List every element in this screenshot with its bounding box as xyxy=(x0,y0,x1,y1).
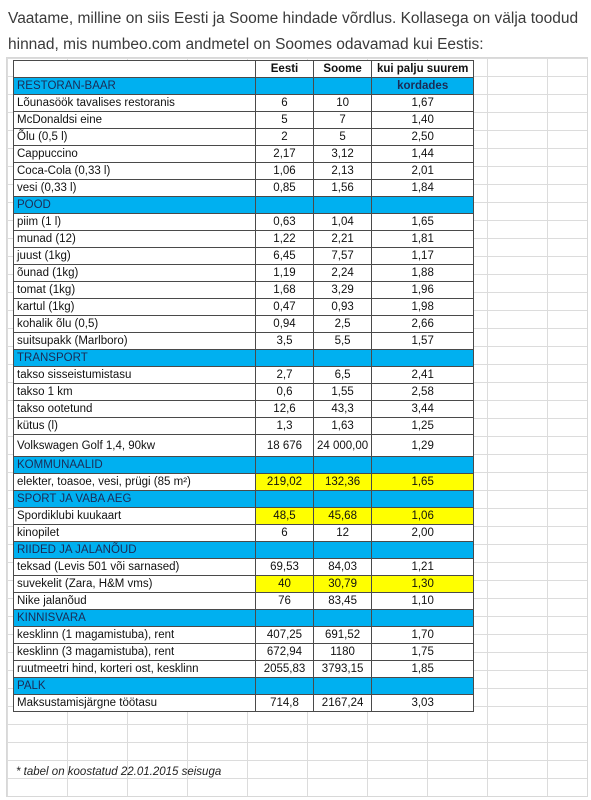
header-ratio-sub: kordades xyxy=(372,78,474,95)
price-ratio: 1,67 xyxy=(372,95,474,112)
category-row xyxy=(14,197,474,214)
price-eesti: 18 676 xyxy=(256,435,314,457)
category-row xyxy=(14,78,474,95)
category-cell-empty xyxy=(314,491,372,508)
price-ratio: 2,01 xyxy=(372,163,474,180)
category-cell-empty xyxy=(256,457,314,474)
price-soome: 12 xyxy=(314,525,372,542)
price-eesti: 0,63 xyxy=(256,214,314,231)
price-soome: 30,79 xyxy=(314,576,372,593)
price-eesti: 1,06 xyxy=(256,163,314,180)
category-cell-empty xyxy=(314,457,372,474)
table-row xyxy=(14,231,474,248)
category-cell-empty xyxy=(372,542,474,559)
price-soome: 7,57 xyxy=(314,248,372,265)
table-row xyxy=(14,525,474,542)
header-item xyxy=(14,61,256,78)
table-header-row xyxy=(14,61,474,78)
price-soome: 2,24 xyxy=(314,265,372,282)
item-name: õunad (1kg) xyxy=(14,265,256,282)
item-name: takso ootetund xyxy=(14,401,256,418)
footnote: * tabel on koostatud 22.01.2015 seisuga xyxy=(16,766,222,778)
price-soome: 3793,15 xyxy=(314,661,372,678)
table-row xyxy=(14,299,474,316)
price-eesti: 12,6 xyxy=(256,401,314,418)
price-soome: 5,5 xyxy=(314,333,372,350)
category-cell-empty xyxy=(256,350,314,367)
item-name: suvekelit (Zara, H&M vms) xyxy=(14,576,256,593)
category-cell-empty xyxy=(314,542,372,559)
price-eesti: 1,19 xyxy=(256,265,314,282)
table-row xyxy=(14,593,474,610)
price-ratio: 1,17 xyxy=(372,248,474,265)
price-soome: 43,3 xyxy=(314,401,372,418)
price-eesti: 219,02 xyxy=(256,474,314,491)
table-row xyxy=(14,146,474,163)
item-name: juust (1kg) xyxy=(14,248,256,265)
price-ratio: 2,66 xyxy=(372,316,474,333)
intro-paragraph: Vaatame, milline on siis Eesti ja Soome hindade võrdlus. Kollasega on välja toodud hinnad, mis numbeo.com andmetel on Soomes odavamad kui Eestis: xyxy=(8,10,579,53)
category-cell-empty xyxy=(372,678,474,695)
price-soome: 84,03 xyxy=(314,559,372,576)
price-eesti: 6 xyxy=(256,525,314,542)
price-ratio: 1,57 xyxy=(372,333,474,350)
price-soome: 691,52 xyxy=(314,627,372,644)
category-cell-empty xyxy=(256,197,314,214)
category-cell-empty xyxy=(372,197,474,214)
price-ratio: 1,10 xyxy=(372,593,474,610)
price-soome: 1,63 xyxy=(314,418,372,435)
table-row xyxy=(14,508,474,525)
price-soome: 0,93 xyxy=(314,299,372,316)
header-soome: Soome xyxy=(314,61,372,78)
category-label: RIIDED JA JALANÕUD xyxy=(14,542,256,559)
price-ratio: 1,70 xyxy=(372,627,474,644)
price-ratio: 1,81 xyxy=(372,231,474,248)
item-name: munad (12) xyxy=(14,231,256,248)
item-name: kütus (l) xyxy=(14,418,256,435)
price-soome: 1,56 xyxy=(314,180,372,197)
table-row xyxy=(14,435,474,457)
category-cell-empty xyxy=(372,610,474,627)
item-name: Lõunasöök tavalises restoranis xyxy=(14,95,256,112)
price-eesti: 714,8 xyxy=(256,695,314,712)
table-row xyxy=(14,401,474,418)
price-eesti: 1,68 xyxy=(256,282,314,299)
price-ratio: 1,65 xyxy=(372,474,474,491)
item-name: kesklinn (1 magamistuba), rent xyxy=(14,627,256,644)
category-cell-empty xyxy=(372,457,474,474)
item-name: suitsupakk (Marlboro) xyxy=(14,333,256,350)
table-row xyxy=(14,333,474,350)
category-label: RESTORAN-BAAR xyxy=(14,78,256,95)
price-eesti: 0,85 xyxy=(256,180,314,197)
item-name: takso sisseistumistasu xyxy=(14,367,256,384)
price-ratio: 1,85 xyxy=(372,661,474,678)
price-eesti: 76 xyxy=(256,593,314,610)
category-row xyxy=(14,350,474,367)
table-row xyxy=(14,265,474,282)
item-name: kohalik õlu (0,5) xyxy=(14,316,256,333)
price-soome: 45,68 xyxy=(314,508,372,525)
category-label: KOMMUNAALID xyxy=(14,457,256,474)
price-soome: 3,12 xyxy=(314,146,372,163)
price-eesti: 5 xyxy=(256,112,314,129)
price-soome: 24 000,00 xyxy=(314,435,372,457)
price-ratio: 1,06 xyxy=(372,508,474,525)
item-name: Coca-Cola (0,33 l) xyxy=(14,163,256,180)
price-ratio: 2,41 xyxy=(372,367,474,384)
item-name: kesklinn (3 magamistuba), rent xyxy=(14,644,256,661)
category-cell-empty xyxy=(256,491,314,508)
item-name: Nike jalanõud xyxy=(14,593,256,610)
price-comparison-table xyxy=(13,60,474,712)
price-ratio: 1,25 xyxy=(372,418,474,435)
table-row xyxy=(14,180,474,197)
price-soome: 2,5 xyxy=(314,316,372,333)
category-label: PALK xyxy=(14,678,256,695)
category-cell-empty xyxy=(314,78,372,95)
category-cell-empty xyxy=(314,678,372,695)
category-row xyxy=(14,457,474,474)
price-soome: 5 xyxy=(314,129,372,146)
price-ratio: 3,44 xyxy=(372,401,474,418)
table-row xyxy=(14,559,474,576)
table-row xyxy=(14,95,474,112)
price-eesti: 0,94 xyxy=(256,316,314,333)
price-eesti: 2,7 xyxy=(256,367,314,384)
price-ratio: 1,44 xyxy=(372,146,474,163)
price-soome: 83,45 xyxy=(314,593,372,610)
price-soome: 132,36 xyxy=(314,474,372,491)
item-name: piim (1 l) xyxy=(14,214,256,231)
price-soome: 7 xyxy=(314,112,372,129)
price-ratio: 1,88 xyxy=(372,265,474,282)
table-row xyxy=(14,282,474,299)
category-row xyxy=(14,542,474,559)
category-cell-empty xyxy=(314,197,372,214)
table-row xyxy=(14,316,474,333)
price-ratio: 1,84 xyxy=(372,180,474,197)
category-cell-empty xyxy=(256,542,314,559)
category-row xyxy=(14,678,474,695)
category-cell-empty xyxy=(372,350,474,367)
price-ratio: 1,29 xyxy=(372,435,474,457)
price-soome: 10 xyxy=(314,95,372,112)
price-soome: 2167,24 xyxy=(314,695,372,712)
price-eesti: 1,22 xyxy=(256,231,314,248)
price-ratio: 2,00 xyxy=(372,525,474,542)
price-ratio: 1,21 xyxy=(372,559,474,576)
category-row xyxy=(14,610,474,627)
category-label: KINNISVARA xyxy=(14,610,256,627)
price-eesti: 2,17 xyxy=(256,146,314,163)
price-ratio: 1,98 xyxy=(372,299,474,316)
category-cell-empty xyxy=(314,610,372,627)
table-row xyxy=(14,214,474,231)
price-ratio: 2,50 xyxy=(372,129,474,146)
price-soome: 3,29 xyxy=(314,282,372,299)
price-soome: 1180 xyxy=(314,644,372,661)
table-row xyxy=(14,627,474,644)
header-eesti: Eesti xyxy=(256,61,314,78)
price-eesti: 1,3 xyxy=(256,418,314,435)
price-ratio: 1,30 xyxy=(372,576,474,593)
item-name: Volkswagen Golf 1,4, 90kw xyxy=(14,435,256,457)
item-name: Cappuccino xyxy=(14,146,256,163)
item-name: teksad (Levis 501 või sarnased) xyxy=(14,559,256,576)
item-name: takso 1 km xyxy=(14,384,256,401)
item-name: kartul (1kg) xyxy=(14,299,256,316)
item-name: kinopilet xyxy=(14,525,256,542)
price-eesti: 40 xyxy=(256,576,314,593)
category-cell-empty xyxy=(372,491,474,508)
price-soome: 1,55 xyxy=(314,384,372,401)
table-row xyxy=(14,644,474,661)
item-name: tomat (1kg) xyxy=(14,282,256,299)
price-eesti: 48,5 xyxy=(256,508,314,525)
item-name: ruutmeetri hind, korteri ost, kesklinn xyxy=(14,661,256,678)
table-row xyxy=(14,163,474,180)
item-name: Õlu (0,5 l) xyxy=(14,129,256,146)
table-row xyxy=(14,367,474,384)
price-eesti: 2 xyxy=(256,129,314,146)
table-row xyxy=(14,418,474,435)
category-row xyxy=(14,491,474,508)
header-ratio: kui palju suurem xyxy=(372,61,474,78)
price-eesti: 6 xyxy=(256,95,314,112)
table-row xyxy=(14,129,474,146)
item-name: vesi (0,33 l) xyxy=(14,180,256,197)
price-soome: 2,21 xyxy=(314,231,372,248)
item-name: elekter, toasoe, vesi, prügi (85 m²) xyxy=(14,474,256,491)
table-row xyxy=(14,248,474,265)
price-ratio: 2,58 xyxy=(372,384,474,401)
price-eesti: 6,45 xyxy=(256,248,314,265)
price-eesti: 0,47 xyxy=(256,299,314,316)
table-row xyxy=(14,112,474,129)
price-ratio: 1,40 xyxy=(372,112,474,129)
price-eesti: 2055,83 xyxy=(256,661,314,678)
category-cell-empty xyxy=(314,350,372,367)
price-soome: 6,5 xyxy=(314,367,372,384)
price-eesti: 3,5 xyxy=(256,333,314,350)
table-row xyxy=(14,661,474,678)
category-cell-empty xyxy=(256,610,314,627)
price-eesti: 672,94 xyxy=(256,644,314,661)
table-row xyxy=(14,384,474,401)
table-row xyxy=(14,474,474,491)
category-label: POOD xyxy=(14,197,256,214)
price-ratio: 1,75 xyxy=(372,644,474,661)
item-name: Maksustamisjärgne töötasu xyxy=(14,695,256,712)
category-cell-empty xyxy=(256,678,314,695)
table-row xyxy=(14,695,474,712)
price-ratio: 3,03 xyxy=(372,695,474,712)
category-cell-empty xyxy=(256,78,314,95)
price-eesti: 407,25 xyxy=(256,627,314,644)
category-label: SPORT JA VABA AEG xyxy=(14,491,256,508)
table-row xyxy=(14,576,474,593)
price-soome: 2,13 xyxy=(314,163,372,180)
item-name: Spordiklubi kuukaart xyxy=(14,508,256,525)
price-eesti: 69,53 xyxy=(256,559,314,576)
category-label: TRANSPORT xyxy=(14,350,256,367)
item-name: McDonaldsi eine xyxy=(14,112,256,129)
price-ratio: 1,96 xyxy=(372,282,474,299)
price-soome: 1,04 xyxy=(314,214,372,231)
price-eesti: 0,6 xyxy=(256,384,314,401)
price-ratio: 1,65 xyxy=(372,214,474,231)
